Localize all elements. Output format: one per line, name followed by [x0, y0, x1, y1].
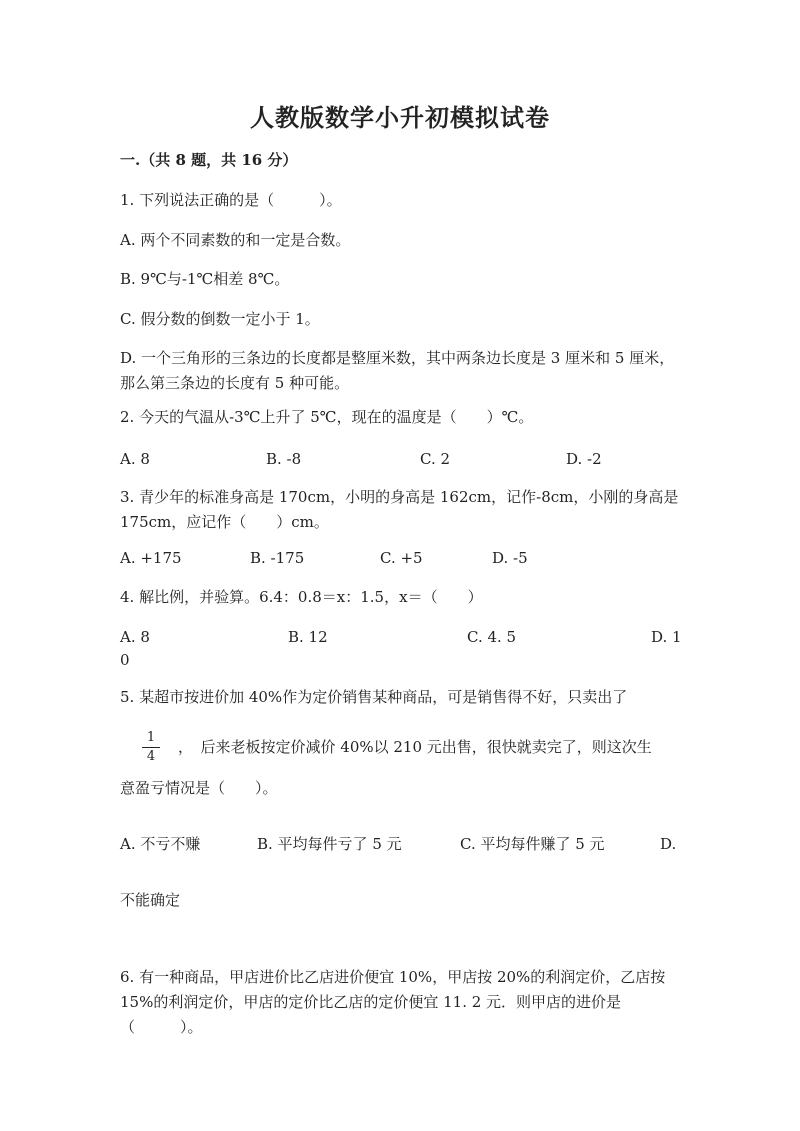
q5-option-c: C. 平均每件赚了 5 元: [460, 835, 605, 853]
q4-option-c: C. 4. 5: [467, 628, 517, 646]
q5-option-a: A. 不亏不赚: [120, 835, 201, 853]
q2-option-d: D. -2: [566, 450, 602, 468]
q4-stem: 4. 解比例，并验算。6.4：0.8＝x：1.5，x＝（ ）: [120, 588, 483, 606]
q2-option-b: B. -8: [266, 450, 302, 468]
q1-option-a: A. 两个不同素数的和一定是合数。: [120, 231, 351, 249]
fraction-bar: [142, 747, 160, 748]
q2-stem: 2. 今天的气温从-3℃上升了 5℃，现在的温度是（ ）℃。: [120, 408, 534, 426]
q1-option-d: D. 一个三角形的三条边的长度都是整厘米数，其中两条边长度是 3 厘米和 5 厘米，那么第三条边的长度有 5 种可能。: [120, 349, 675, 392]
q1-stem: 1. 下列说法正确的是（ ）。: [120, 191, 342, 209]
q1-option-b: B. 9℃与-1℃相差 8℃。: [120, 270, 290, 288]
section-header: 一.（共 8 题，共 16 分）: [120, 151, 298, 169]
q3-option-d: D. -5: [492, 549, 528, 567]
fraction-numerator: 1: [146, 730, 156, 745]
q3-option-a: A. +175: [120, 549, 182, 567]
q3-option-c: C. +5: [380, 549, 423, 567]
q5-option-b: B. 平均每件亏了 5 元: [257, 835, 402, 853]
page-title: 人教版数学小升初模拟试卷: [250, 103, 550, 132]
q4-option-a: A. 8: [120, 628, 150, 646]
q5-option-d: D.: [660, 835, 677, 853]
q5-stem-line2: ， 后来老板按定价减价 40%以 210 元出售，很快就卖完了，则这次生: [178, 738, 652, 756]
q5-option-d-wrap: 不能确定: [120, 891, 181, 909]
q5-fraction: [142, 730, 160, 765]
q4-option-d-wrap: 0: [120, 651, 130, 669]
q3-stem: 3. 青少年的标准身高是 170cm，小明的身高是 162cm，记作-8cm，小刚的身高是 175cm，应记作（ ）cm。: [120, 488, 679, 531]
fraction-denominator: 4: [146, 749, 156, 764]
q4-option-d: D. 1: [651, 628, 682, 646]
q2-option-a: A. 8: [120, 450, 150, 468]
q4-option-b: B. 12: [288, 628, 328, 646]
q5-stem-line1: 5. 某超市按进价加 40%作为定价销售某种商品，可是销售得不好，只卖出了: [120, 688, 628, 706]
q6-stem: 6. 有一种商品，甲店进价比乙店进价便宜 10%，甲店按 20%的利润定价，乙店按 15%的利润定价，甲店的定价比乙店的定价便宜 11. 2 元．则甲店的进价是（ ）。: [120, 968, 666, 1036]
q3-option-b: B. -175: [250, 549, 305, 567]
q2-option-c: C. 2: [420, 450, 451, 468]
q5-stem-line3: 意盈亏情况是（ ）。: [120, 779, 278, 797]
q1-option-c: C. 假分数的倒数一定小于 1。: [120, 310, 320, 328]
